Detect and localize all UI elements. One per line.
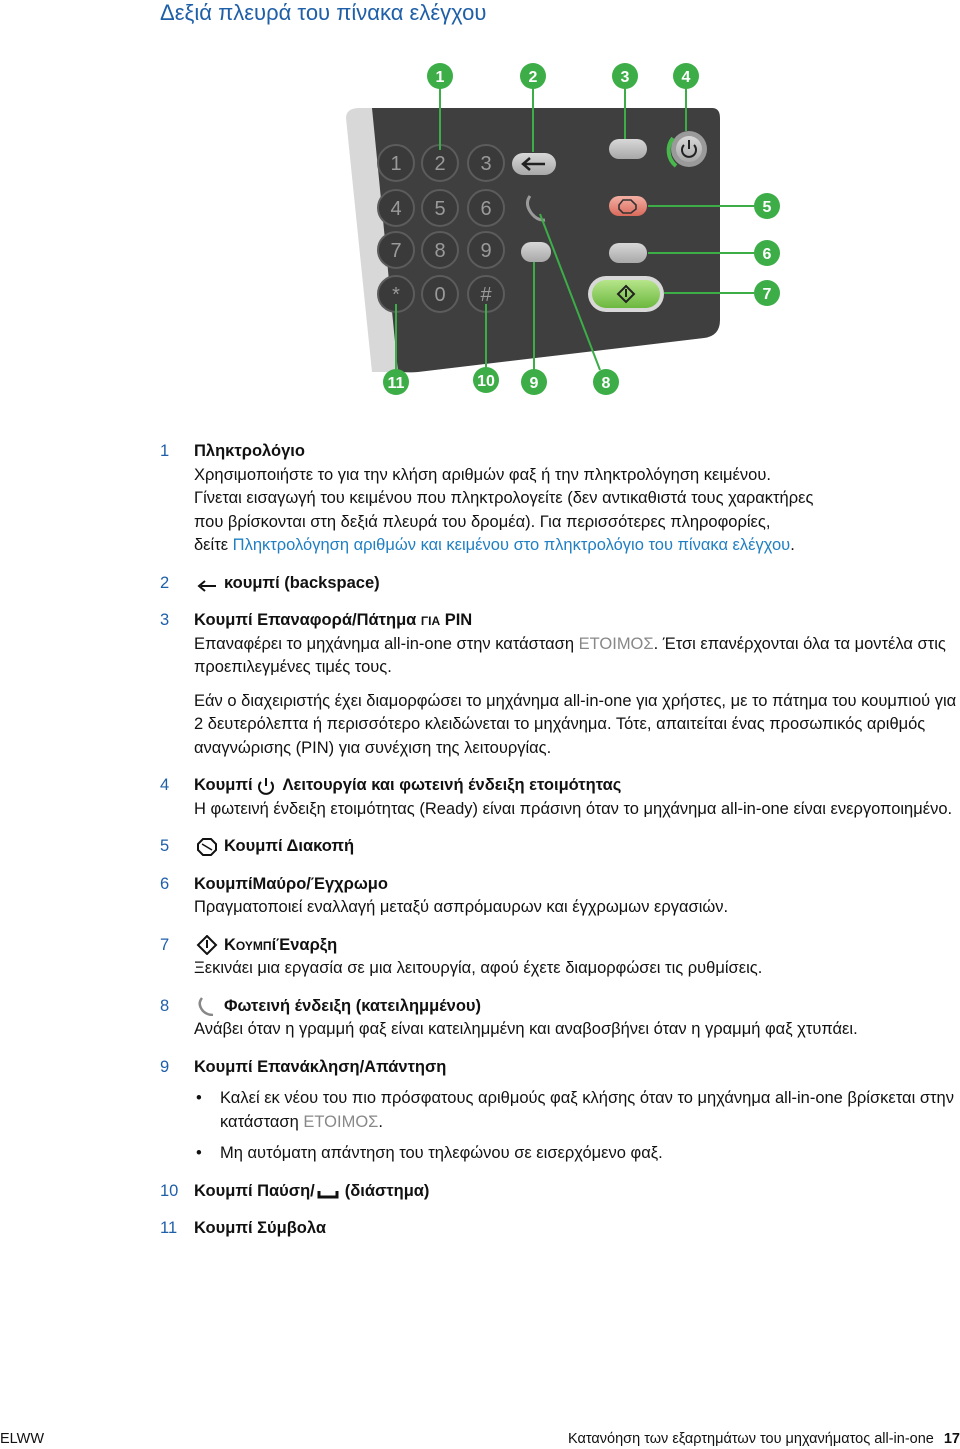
item-number: 7 (160, 935, 170, 954)
stop-button[interactable] (609, 196, 647, 216)
page-number: 17 (943, 1430, 960, 1447)
callout-4 (673, 63, 699, 89)
footer-right: Κατανόηση των εξαρτημάτων του μηχανήματος all-in-one 17 (568, 1430, 960, 1447)
svg-text:2: 2 (528, 69, 538, 86)
svg-text:8: 8 (601, 375, 611, 392)
black-color-button[interactable] (609, 243, 647, 263)
item-black-color (160, 873, 960, 920)
item-text: δείτε Πληκτρολόγηση αριθμών και κειμένου στο πληκτρολόγιο του πίνακα ελέγχου. (194, 536, 795, 554)
svg-text:9: 9 (529, 375, 539, 392)
svg-text:11: 11 (387, 375, 405, 392)
svg-text:9: 9 (480, 240, 492, 262)
item-number: 5 (160, 837, 170, 855)
callout-5 (754, 193, 780, 219)
item-heading: ΚουμπίΈναρξη (194, 934, 960, 958)
item-text: Εάν ο διαχειριστής έχει διαμορφώσει το μηχάνημα all-in-one για χρήστες, με το πάτημα του κουμπιού για 2 δευτερόλεπτα ή περισσότερο κλειδώνεται το μηχάνημα. Τότε, απαιτείται ένας προσωπικός αριθμός αναγνώρισης (PIN) για συνέχιση της λειτουργίας. (194, 691, 957, 757)
item-pause (160, 1180, 960, 1204)
item-text: Επαναφέρει το μηχάνημα all-in-one στην κατάσταση ΕΤΟΙΜΟΣ. Έτσι επανέρχονται όλα τα μοντέλα στις προεπιλεγμένες τιμές τους. (194, 634, 946, 676)
item-text: Πραγματοποιεί εναλλαγή μεταξύ ασπρόμαυρων και έγχρωμων εργασιών. (194, 898, 729, 916)
reset-button[interactable] (609, 139, 647, 159)
item-heading: Κουμπί Επαναφορά/Πάτημα για PIN (194, 611, 473, 629)
keypad-key[interactable] (468, 190, 504, 226)
callout-9 (521, 369, 547, 395)
keypad-key[interactable] (378, 232, 414, 268)
item-list (160, 440, 960, 1255)
svg-text:3: 3 (620, 69, 630, 86)
keypad-key[interactable] (422, 190, 458, 226)
item-number: 1 (160, 442, 170, 460)
redial-answer-button[interactable] (521, 242, 551, 262)
item-reset (160, 609, 960, 760)
item-heading: Κουμπί Επανάκληση/Απάντηση (194, 1057, 447, 1076)
keypad-key[interactable] (468, 145, 504, 181)
item-heading: Κουμπί Διακοπή (194, 835, 960, 859)
item-text: Ξεκινάει μια εργασία σε μια λειτουργία, αφού έχετε διαμορφώσει τις ρυθμίσεις. (194, 959, 763, 977)
keypad-key[interactable] (422, 232, 458, 268)
callout-1 (427, 63, 453, 89)
callout-11 (383, 369, 409, 395)
svg-text:7: 7 (762, 286, 772, 303)
list-item: • Καλεί εκ νέου του πιο πρόσφατους αριθμούς φαξ κλήσης όταν το μηχάνημα all-in-one βρίσκεται στην κατάσταση ΕΤΟΙΜΟΣ. (194, 1087, 960, 1134)
svg-text:#: # (480, 284, 492, 306)
item-number: 3 (160, 611, 170, 629)
start-button[interactable] (588, 276, 664, 312)
svg-text:0: 0 (434, 284, 446, 306)
item-heading: Κουμπί Σύμβολα (194, 1219, 326, 1237)
item-heading: Κουμπί Λειτουργία και φωτεινή ένδειξη ετοιμότητας (194, 776, 622, 794)
keypad-key[interactable] (422, 145, 458, 181)
callout-3 (612, 63, 638, 89)
callout-6 (754, 240, 780, 266)
control-panel-illustration (0, 0, 960, 420)
svg-text:8: 8 (434, 240, 446, 262)
item-stop (160, 835, 960, 859)
keypad-key[interactable] (422, 276, 458, 312)
callout-10 (473, 367, 499, 393)
item-backspace (160, 572, 960, 596)
svg-text:1: 1 (435, 69, 445, 86)
item-number: 11 (160, 1219, 178, 1237)
space-icon (315, 1181, 341, 1201)
item-text: Χρησιμοποιήστε το για την κλήση αριθμών φαξ ή την πληκτρολόγηση κειμένου. (194, 465, 771, 484)
item-heading: Φωτεινή ένδειξη (κατειλημμένου) (194, 995, 960, 1019)
svg-text:6: 6 (480, 198, 492, 220)
svg-text:5: 5 (434, 198, 446, 220)
bullet-list (194, 1087, 960, 1166)
stop-icon (194, 837, 220, 857)
list-item: • Μη αυτόματη απάντηση του τηλεφώνου σε εισερχόμενο φαξ. (194, 1142, 960, 1166)
item-number: 10 (160, 1181, 179, 1200)
backspace-arrow-icon (194, 573, 220, 593)
svg-text:1: 1 (390, 153, 402, 175)
svg-text:5: 5 (762, 199, 772, 216)
svg-text:4: 4 (390, 198, 402, 220)
item-text: Ανάβει όταν η γραμμή φαξ είναι κατειλημμένη και αναβοσβήνει όταν η γραμμή φαξ χτυπάει. (194, 1020, 858, 1038)
item-number: 6 (160, 874, 170, 893)
power-icon (253, 776, 279, 796)
item-text: Γίνεται εισαγωγή του κειμένου που πληκτρολογείτε (δεν αντικαθιστά τους χαρακτήρες (194, 489, 814, 507)
item-number: 9 (160, 1057, 170, 1076)
item-number: 8 (160, 996, 170, 1015)
footer-left: ELWW (0, 1430, 45, 1447)
item-heading: κουμπί (backspace) (194, 572, 960, 596)
callout-7 (754, 280, 780, 306)
item-power (160, 774, 960, 821)
keypad-key[interactable] (468, 232, 504, 268)
start-icon (194, 935, 220, 955)
svg-text:3: 3 (480, 153, 492, 175)
svg-text:6: 6 (762, 246, 772, 263)
callout-8 (593, 369, 619, 395)
phone-icon (194, 996, 220, 1016)
callout-2 (520, 63, 546, 89)
svg-text:2: 2 (434, 153, 446, 175)
keypad-key[interactable] (378, 145, 414, 181)
item-text: που βρίσκονται στη δεξιά πλευρά του δρομέα). Για περισσότερες πληροφορίες, (194, 512, 771, 531)
item-busy-light (160, 995, 960, 1042)
page-title: Δεξιά πλευρά του πίνακα ελέγχου (160, 0, 487, 25)
item-heading: Κουμπί Παύση/ (διάστημα) (194, 1181, 430, 1200)
svg-text:*: * (392, 284, 400, 306)
cross-reference-link[interactable]: Πληκτρολόγηση αριθμών και κειμένου στο πληκτρολόγιο του πίνακα ελέγχου (232, 536, 791, 554)
item-number: 4 (160, 776, 170, 794)
svg-text:7: 7 (390, 240, 402, 262)
item-redial (160, 1056, 960, 1166)
backspace-button[interactable] (512, 153, 556, 175)
item-heading: ΚουμπίΜαύρο/Έγχρωμο (194, 874, 388, 893)
svg-text:10: 10 (477, 373, 495, 390)
keypad-key[interactable] (378, 190, 414, 226)
item-keypad (160, 440, 960, 558)
page-footer (0, 1428, 960, 1449)
item-symbols (160, 1217, 960, 1241)
item-number: 2 (160, 573, 170, 592)
item-start (160, 934, 960, 981)
svg-text:4: 4 (681, 69, 691, 86)
item-heading: Πληκτρολόγιο (194, 442, 305, 460)
item-text: Η φωτεινή ένδειξη ετοιμότητας (Ready) είναι πράσινη όταν το μηχάνημα all-in-one είναι ενεργοποιημένο. (194, 799, 953, 818)
